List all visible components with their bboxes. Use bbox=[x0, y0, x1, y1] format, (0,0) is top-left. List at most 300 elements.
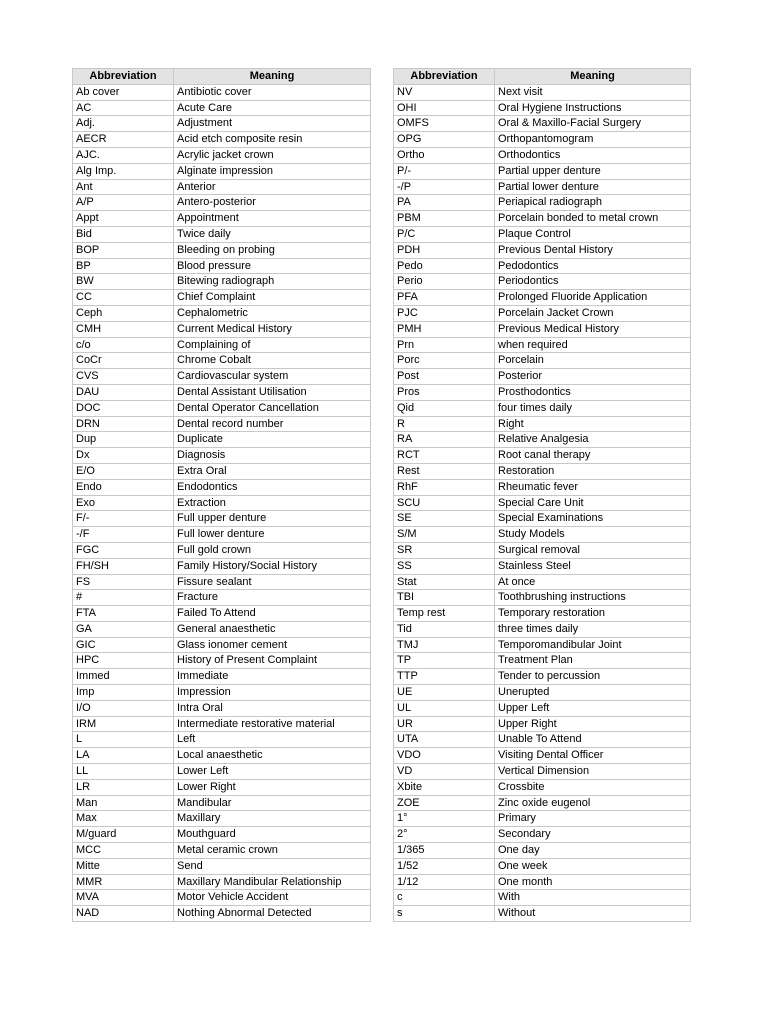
abbreviation-header: Abbreviation bbox=[394, 69, 495, 85]
abbreviation-cell: 2° bbox=[394, 827, 495, 843]
meaning-cell: Porcelain bbox=[495, 353, 691, 369]
table-row bbox=[73, 132, 371, 148]
abbreviation-cell: Xbite bbox=[394, 779, 495, 795]
abbreviation-cell: Dup bbox=[73, 432, 174, 448]
table-row bbox=[394, 321, 691, 337]
abbreviation-cell: OPG bbox=[394, 132, 495, 148]
abbreviation-cell: SE bbox=[394, 511, 495, 527]
abbreviation-cell: NV bbox=[394, 84, 495, 100]
meaning-cell: Relative Analgesia bbox=[495, 432, 691, 448]
table-row bbox=[73, 542, 371, 558]
table-row bbox=[73, 621, 371, 637]
meaning-cell: Upper Left bbox=[495, 700, 691, 716]
abbreviation-cell: s bbox=[394, 906, 495, 922]
abbreviation-cell: VDO bbox=[394, 748, 495, 764]
table-row bbox=[394, 558, 691, 574]
table-row bbox=[73, 858, 371, 874]
abbreviation-cell: Temp rest bbox=[394, 606, 495, 622]
meaning-cell: General anaesthetic bbox=[174, 621, 371, 637]
meaning-cell: Left bbox=[174, 732, 371, 748]
table-row bbox=[394, 242, 691, 258]
abbreviation-cell: PBM bbox=[394, 211, 495, 227]
abbreviation-cell: Endo bbox=[73, 479, 174, 495]
table-row bbox=[73, 369, 371, 385]
meaning-cell: Intermediate restorative material bbox=[174, 716, 371, 732]
meaning-cell: when required bbox=[495, 337, 691, 353]
table-row bbox=[394, 542, 691, 558]
meaning-cell: Nothing Abnormal Detected bbox=[174, 906, 371, 922]
meaning-cell: Toothbrushing instructions bbox=[495, 590, 691, 606]
abbreviation-cell: Alg Imp. bbox=[73, 163, 174, 179]
table-row bbox=[394, 179, 691, 195]
meaning-cell: Porcelain bonded to metal crown bbox=[495, 211, 691, 227]
abbreviation-cell: NAD bbox=[73, 906, 174, 922]
table-row bbox=[73, 495, 371, 511]
meaning-cell: Oral Hygiene Instructions bbox=[495, 100, 691, 116]
meaning-cell: Antibiotic cover bbox=[174, 84, 371, 100]
table-row bbox=[394, 463, 691, 479]
meaning-cell: Failed To Attend bbox=[174, 606, 371, 622]
table-row bbox=[73, 84, 371, 100]
abbreviation-cell: UR bbox=[394, 716, 495, 732]
abbreviation-cell: BOP bbox=[73, 242, 174, 258]
meaning-cell: Acid etch composite resin bbox=[174, 132, 371, 148]
table-row bbox=[73, 843, 371, 859]
table-row bbox=[394, 258, 691, 274]
abbreviation-cell: FH/SH bbox=[73, 558, 174, 574]
meaning-cell: Orthopantomogram bbox=[495, 132, 691, 148]
table-row bbox=[394, 779, 691, 795]
table-row bbox=[73, 748, 371, 764]
table-body bbox=[394, 84, 691, 921]
meaning-cell: One week bbox=[495, 858, 691, 874]
table-row bbox=[394, 858, 691, 874]
table-row bbox=[394, 100, 691, 116]
abbreviation-cell: L bbox=[73, 732, 174, 748]
meaning-cell: Surgical removal bbox=[495, 542, 691, 558]
abbreviation-cell: CoCr bbox=[73, 353, 174, 369]
abbreviation-header: Abbreviation bbox=[73, 69, 174, 85]
abbreviation-cell: GA bbox=[73, 621, 174, 637]
abbreviation-cell: Tid bbox=[394, 621, 495, 637]
meaning-cell: Chrome Cobalt bbox=[174, 353, 371, 369]
meaning-cell: Motor Vehicle Accident bbox=[174, 890, 371, 906]
abbreviation-cell: 1/52 bbox=[394, 858, 495, 874]
meaning-cell: Prosthodontics bbox=[495, 384, 691, 400]
meaning-cell: One month bbox=[495, 874, 691, 890]
abbreviation-cell: Max bbox=[73, 811, 174, 827]
meaning-cell: Send bbox=[174, 858, 371, 874]
meaning-cell: Special Care Unit bbox=[495, 495, 691, 511]
meaning-cell: Extraction bbox=[174, 495, 371, 511]
meaning-cell: Chief Complaint bbox=[174, 290, 371, 306]
table-row bbox=[73, 637, 371, 653]
table-row bbox=[73, 242, 371, 258]
table-row bbox=[73, 811, 371, 827]
table-row bbox=[394, 448, 691, 464]
table-row bbox=[394, 811, 691, 827]
table-row bbox=[73, 479, 371, 495]
table-row bbox=[394, 147, 691, 163]
table-header-row bbox=[73, 69, 371, 85]
abbreviation-cell: c bbox=[394, 890, 495, 906]
table-row bbox=[394, 195, 691, 211]
abbreviation-cell: Man bbox=[73, 795, 174, 811]
table-row bbox=[73, 116, 371, 132]
table-row bbox=[73, 432, 371, 448]
meaning-cell: Family History/Social History bbox=[174, 558, 371, 574]
meaning-cell: At once bbox=[495, 574, 691, 590]
abbreviation-cell: UTA bbox=[394, 732, 495, 748]
abbreviation-cell: 1/12 bbox=[394, 874, 495, 890]
meaning-cell: Dental record number bbox=[174, 416, 371, 432]
abbreviation-cell: TMJ bbox=[394, 637, 495, 653]
table-row bbox=[73, 906, 371, 922]
abbreviation-cell: ZOE bbox=[394, 795, 495, 811]
abbreviation-cell: Qid bbox=[394, 400, 495, 416]
table-row bbox=[73, 511, 371, 527]
table-row bbox=[394, 795, 691, 811]
table-row bbox=[73, 321, 371, 337]
meaning-cell: Unable To Attend bbox=[495, 732, 691, 748]
table-row bbox=[394, 479, 691, 495]
table-row bbox=[394, 606, 691, 622]
table-row bbox=[73, 463, 371, 479]
meaning-cell: Oral & Maxillo-Facial Surgery bbox=[495, 116, 691, 132]
meaning-cell: Antero-posterior bbox=[174, 195, 371, 211]
abbreviation-cell: 1/365 bbox=[394, 843, 495, 859]
table-row bbox=[394, 590, 691, 606]
meaning-cell: Partial upper denture bbox=[495, 163, 691, 179]
table-row bbox=[73, 179, 371, 195]
table-row bbox=[73, 147, 371, 163]
table-row bbox=[394, 874, 691, 890]
meaning-cell: Prolonged Fluoride Application bbox=[495, 290, 691, 306]
abbreviation-cell: TBI bbox=[394, 590, 495, 606]
meaning-cell: Fracture bbox=[174, 590, 371, 606]
meaning-cell: Cardiovascular system bbox=[174, 369, 371, 385]
meaning-cell: Appointment bbox=[174, 211, 371, 227]
meaning-cell: Previous Medical History bbox=[495, 321, 691, 337]
table-row bbox=[73, 527, 371, 543]
meaning-cell: Full lower denture bbox=[174, 527, 371, 543]
meaning-cell: Full upper denture bbox=[174, 511, 371, 527]
table-row bbox=[394, 416, 691, 432]
meaning-cell: Intra Oral bbox=[174, 700, 371, 716]
meaning-cell: Without bbox=[495, 906, 691, 922]
meaning-cell: Alginate impression bbox=[174, 163, 371, 179]
table-row bbox=[394, 890, 691, 906]
abbreviation-cell: PDH bbox=[394, 242, 495, 258]
table-row bbox=[394, 621, 691, 637]
table-row bbox=[394, 700, 691, 716]
table-row bbox=[394, 637, 691, 653]
meaning-cell: Stainless Steel bbox=[495, 558, 691, 574]
meaning-cell: Diagnosis bbox=[174, 448, 371, 464]
meaning-cell: Visiting Dental Officer bbox=[495, 748, 691, 764]
table-header-row bbox=[394, 69, 691, 85]
abbreviation-cell: DAU bbox=[73, 384, 174, 400]
abbreviation-cell: SCU bbox=[394, 495, 495, 511]
abbreviation-cell: RhF bbox=[394, 479, 495, 495]
meaning-cell: Crossbite bbox=[495, 779, 691, 795]
table-row bbox=[73, 574, 371, 590]
table-row bbox=[394, 843, 691, 859]
abbreviation-cell: VD bbox=[394, 764, 495, 780]
meaning-cell: Maxillary Mandibular Relationship bbox=[174, 874, 371, 890]
abbreviation-cell: PA bbox=[394, 195, 495, 211]
meaning-header: Meaning bbox=[174, 69, 371, 85]
table-row bbox=[394, 163, 691, 179]
meaning-cell: Periapical radiograph bbox=[495, 195, 691, 211]
abbreviation-cell: Rest bbox=[394, 463, 495, 479]
table-row bbox=[73, 384, 371, 400]
table-row bbox=[394, 764, 691, 780]
abbreviation-cell: Adj. bbox=[73, 116, 174, 132]
table-row bbox=[73, 653, 371, 669]
abbreviation-cell: HPC bbox=[73, 653, 174, 669]
meaning-cell: Extra Oral bbox=[174, 463, 371, 479]
meaning-cell: Complaining of bbox=[174, 337, 371, 353]
abbreviation-cell: CMH bbox=[73, 321, 174, 337]
abbreviation-cell: -/F bbox=[73, 527, 174, 543]
table-row bbox=[394, 511, 691, 527]
meaning-cell: History of Present Complaint bbox=[174, 653, 371, 669]
meaning-cell: Metal ceramic crown bbox=[174, 843, 371, 859]
abbreviation-cell: F/- bbox=[73, 511, 174, 527]
abbreviation-cell: BW bbox=[73, 274, 174, 290]
table-row bbox=[73, 669, 371, 685]
table-row bbox=[394, 132, 691, 148]
abbreviation-cell: UL bbox=[394, 700, 495, 716]
table-row bbox=[394, 574, 691, 590]
table-row bbox=[73, 226, 371, 242]
meaning-cell: Partial lower denture bbox=[495, 179, 691, 195]
abbreviation-cell: MVA bbox=[73, 890, 174, 906]
abbreviation-cell: Immed bbox=[73, 669, 174, 685]
abbreviation-cell: RA bbox=[394, 432, 495, 448]
abbreviation-cell: AC bbox=[73, 100, 174, 116]
meaning-cell: Previous Dental History bbox=[495, 242, 691, 258]
abbreviation-cell: P/C bbox=[394, 226, 495, 242]
meaning-cell: Dental Operator Cancellation bbox=[174, 400, 371, 416]
abbreviation-cell: Imp bbox=[73, 685, 174, 701]
table-row bbox=[394, 685, 691, 701]
table-row bbox=[73, 700, 371, 716]
meaning-cell: Temporomandibular Joint bbox=[495, 637, 691, 653]
meaning-cell: Immediate bbox=[174, 669, 371, 685]
table-row bbox=[73, 274, 371, 290]
meaning-cell: Current Medical History bbox=[174, 321, 371, 337]
abbreviation-cell: FS bbox=[73, 574, 174, 590]
meaning-cell: Local anaesthetic bbox=[174, 748, 371, 764]
abbreviation-cell: TP bbox=[394, 653, 495, 669]
table-row bbox=[73, 874, 371, 890]
table-row bbox=[73, 716, 371, 732]
table-row bbox=[73, 827, 371, 843]
meaning-cell: Porcelain Jacket Crown bbox=[495, 305, 691, 321]
table-row bbox=[73, 732, 371, 748]
table-row bbox=[73, 290, 371, 306]
abbreviation-cell: DOC bbox=[73, 400, 174, 416]
abbreviation-cell: MMR bbox=[73, 874, 174, 890]
meaning-cell: Mandibular bbox=[174, 795, 371, 811]
abbreviation-cell: DRN bbox=[73, 416, 174, 432]
table-row bbox=[394, 906, 691, 922]
meaning-cell: Study Models bbox=[495, 527, 691, 543]
table-row bbox=[73, 400, 371, 416]
abbreviation-cell: Stat bbox=[394, 574, 495, 590]
table-row bbox=[73, 353, 371, 369]
table-row bbox=[394, 305, 691, 321]
table-row bbox=[394, 400, 691, 416]
abbreviation-cell: c/o bbox=[73, 337, 174, 353]
table-row bbox=[394, 337, 691, 353]
abbreviation-cell: Ant bbox=[73, 179, 174, 195]
table-row bbox=[394, 211, 691, 227]
abbreviation-cell: Ab cover bbox=[73, 84, 174, 100]
abbreviation-cell: CVS bbox=[73, 369, 174, 385]
meaning-cell: Plaque Control bbox=[495, 226, 691, 242]
table-row bbox=[73, 195, 371, 211]
meaning-cell: Lower Left bbox=[174, 764, 371, 780]
meaning-cell: One day bbox=[495, 843, 691, 859]
abbreviation-cell: Bid bbox=[73, 226, 174, 242]
table-row bbox=[73, 795, 371, 811]
table-row bbox=[394, 116, 691, 132]
abbreviation-table-left bbox=[72, 68, 371, 922]
abbreviation-cell: RCT bbox=[394, 448, 495, 464]
meaning-cell: Posterior bbox=[495, 369, 691, 385]
abbreviation-cell: LA bbox=[73, 748, 174, 764]
abbreviation-cell: -/P bbox=[394, 179, 495, 195]
table-row bbox=[394, 827, 691, 843]
abbreviation-cell: Appt bbox=[73, 211, 174, 227]
table-row bbox=[394, 226, 691, 242]
table-row bbox=[394, 432, 691, 448]
meaning-cell: With bbox=[495, 890, 691, 906]
abbreviation-cell: SR bbox=[394, 542, 495, 558]
table-row bbox=[394, 653, 691, 669]
meaning-cell: Cephalometric bbox=[174, 305, 371, 321]
abbreviation-cell: Pedo bbox=[394, 258, 495, 274]
table-row bbox=[394, 369, 691, 385]
meaning-cell: Impression bbox=[174, 685, 371, 701]
abbreviation-cell: MCC bbox=[73, 843, 174, 859]
abbreviation-cell: AECR bbox=[73, 132, 174, 148]
meaning-cell: Twice daily bbox=[174, 226, 371, 242]
meaning-cell: Upper Right bbox=[495, 716, 691, 732]
abbreviation-cell: Post bbox=[394, 369, 495, 385]
abbreviation-cell: TTP bbox=[394, 669, 495, 685]
table-row bbox=[394, 84, 691, 100]
meaning-cell: Anterior bbox=[174, 179, 371, 195]
abbreviation-cell: PJC bbox=[394, 305, 495, 321]
abbreviation-cell: Pros bbox=[394, 384, 495, 400]
abbreviation-cell: PFA bbox=[394, 290, 495, 306]
abbreviation-cell: FTA bbox=[73, 606, 174, 622]
abbreviation-cell: GIC bbox=[73, 637, 174, 653]
table-row bbox=[394, 527, 691, 543]
meaning-cell: Glass ionomer cement bbox=[174, 637, 371, 653]
meaning-cell: Secondary bbox=[495, 827, 691, 843]
meaning-cell: Zinc oxide eugenol bbox=[495, 795, 691, 811]
abbreviation-cell: E/O bbox=[73, 463, 174, 479]
abbreviation-cell: OHI bbox=[394, 100, 495, 116]
meaning-cell: Fissure sealant bbox=[174, 574, 371, 590]
abbreviation-table-right bbox=[393, 68, 691, 922]
abbreviation-cell: Porc bbox=[394, 353, 495, 369]
meaning-cell: Orthodontics bbox=[495, 147, 691, 163]
table-row bbox=[73, 685, 371, 701]
meaning-cell: Tender to percussion bbox=[495, 669, 691, 685]
table-row bbox=[73, 337, 371, 353]
meaning-cell: Dental Assistant Utilisation bbox=[174, 384, 371, 400]
table-row bbox=[394, 669, 691, 685]
abbreviation-cell: UE bbox=[394, 685, 495, 701]
meaning-cell: Pedodontics bbox=[495, 258, 691, 274]
abbreviation-cell: Prn bbox=[394, 337, 495, 353]
table-body bbox=[73, 84, 371, 921]
abbreviation-cell: LL bbox=[73, 764, 174, 780]
abbreviation-cell: S/M bbox=[394, 527, 495, 543]
meaning-cell: Next visit bbox=[495, 84, 691, 100]
abbreviation-cell: I/O bbox=[73, 700, 174, 716]
table-row bbox=[394, 384, 691, 400]
abbreviation-cell: M/guard bbox=[73, 827, 174, 843]
meaning-cell: Special Examinations bbox=[495, 511, 691, 527]
abbreviation-cell: BP bbox=[73, 258, 174, 274]
meaning-cell: Full gold crown bbox=[174, 542, 371, 558]
abbreviation-cell: 1° bbox=[394, 811, 495, 827]
abbreviation-cell: FGC bbox=[73, 542, 174, 558]
table-row bbox=[394, 495, 691, 511]
abbreviation-cell: Exo bbox=[73, 495, 174, 511]
meaning-cell: Lower Right bbox=[174, 779, 371, 795]
abbreviation-cell: Ortho bbox=[394, 147, 495, 163]
abbreviation-cell: Dx bbox=[73, 448, 174, 464]
meaning-header: Meaning bbox=[495, 69, 691, 85]
table-row bbox=[394, 716, 691, 732]
table-row bbox=[73, 211, 371, 227]
abbreviation-cell: Mitte bbox=[73, 858, 174, 874]
meaning-cell: Duplicate bbox=[174, 432, 371, 448]
abbreviation-cell: PMH bbox=[394, 321, 495, 337]
table-row bbox=[73, 163, 371, 179]
table-row bbox=[394, 732, 691, 748]
table-row bbox=[73, 590, 371, 606]
abbreviation-cell: CC bbox=[73, 290, 174, 306]
abbreviation-cell: P/- bbox=[394, 163, 495, 179]
meaning-cell: Adjustment bbox=[174, 116, 371, 132]
abbreviation-cell: # bbox=[73, 590, 174, 606]
table-row bbox=[394, 290, 691, 306]
table-row bbox=[73, 606, 371, 622]
table-row bbox=[73, 448, 371, 464]
table-row bbox=[73, 890, 371, 906]
abbreviation-cell: A/P bbox=[73, 195, 174, 211]
abbreviation-cell: IRM bbox=[73, 716, 174, 732]
meaning-cell: Restoration bbox=[495, 463, 691, 479]
meaning-cell: four times daily bbox=[495, 400, 691, 416]
meaning-cell: Bleeding on probing bbox=[174, 242, 371, 258]
abbreviation-cell: LR bbox=[73, 779, 174, 795]
meaning-cell: Right bbox=[495, 416, 691, 432]
abbreviation-cell: Ceph bbox=[73, 305, 174, 321]
table-row bbox=[394, 353, 691, 369]
table-row bbox=[73, 764, 371, 780]
meaning-cell: Periodontics bbox=[495, 274, 691, 290]
